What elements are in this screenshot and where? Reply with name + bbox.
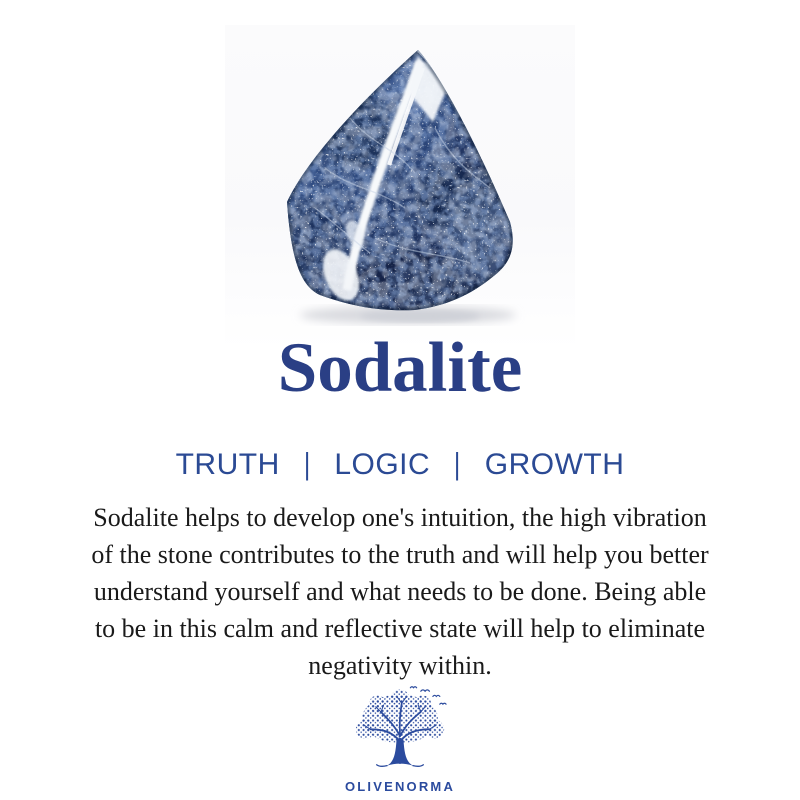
brand-name: OLIVENORMA [344,779,456,794]
description-line: Sodalite helps to develop one's intuition, the high vibration [93,503,707,532]
keyword-truth: TRUTH [175,448,280,481]
tree-of-life-icon [348,686,452,776]
description-line: to be in this calm and reflective state will help to eliminate [94,614,706,643]
keyword-separator: | [303,446,311,481]
keyword-banner [0,447,800,483]
keyword-separator: | [454,446,461,481]
trunk-base [387,740,413,766]
product-title: Sodalite [277,329,523,407]
stone-body [255,38,545,323]
description-line: negativity within. [308,651,492,680]
description-line: of the stone contributes to the truth and will help you better [91,540,709,569]
sodalite-stone-photo [255,38,545,328]
brand-logo [0,686,800,794]
keyword-logic: LOGIC [334,448,431,481]
product-description [0,499,800,684]
description-line: understand yourself and what needs to be done. Being able [93,577,707,606]
product-image [255,38,545,328]
keyword-growth: GROWTH [484,448,625,481]
